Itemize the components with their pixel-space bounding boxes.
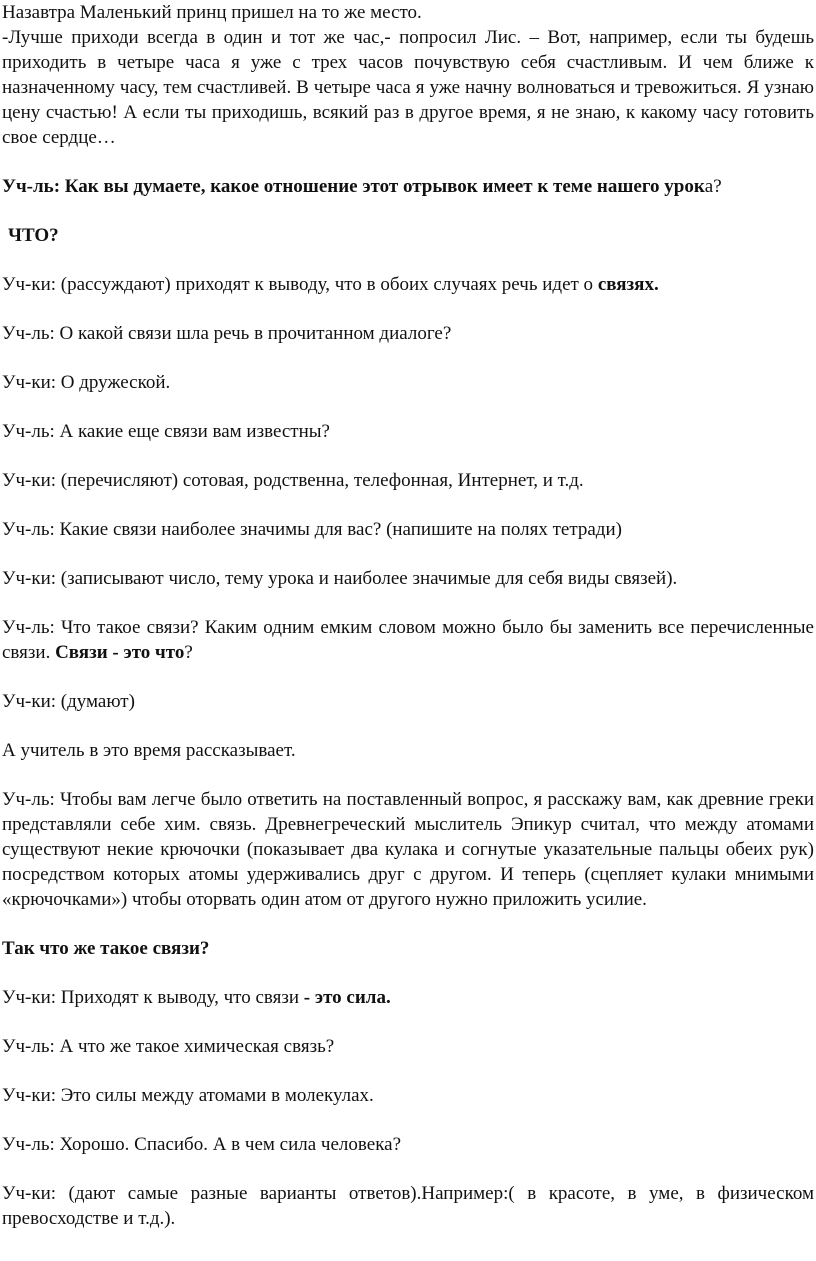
students-answer-6-bold: - это сила. bbox=[303, 987, 391, 1008]
students-answer-1-text: Уч-ки: (рассуждают) приходят к выводу, что в обоих случаях речь идет о bbox=[2, 274, 598, 295]
students-answer-8: Уч-ки: (дают самые разные варианты ответов).Например:( в красоте, в уме, в физическом превосходстве и т.д.). bbox=[2, 1183, 814, 1229]
students-answer-6 bbox=[2, 985, 814, 1010]
what-heading-text: ЧТО? bbox=[8, 225, 59, 246]
teacher-note: А учитель в это время рассказывает. bbox=[2, 740, 296, 761]
teacher-question-8: Уч-ль: Хорошо. Спасибо. А в чем сила человека? bbox=[2, 1134, 401, 1155]
students-answer-1 bbox=[2, 272, 814, 297]
teacher-question-6-bold: Так что же такое связи? bbox=[2, 938, 210, 959]
students-answer-7: Уч-ки: Это силы между атомами в молекулах. bbox=[2, 1085, 374, 1106]
students-answer-6-text: Уч-ки: Приходят к выводу, что связи bbox=[2, 987, 304, 1008]
teacher-question-5-end: ? bbox=[184, 642, 193, 663]
students-answer-4: Уч-ки: (записывают число, тему урока и наиболее значимые для себя виды связей). bbox=[2, 568, 678, 589]
teacher-question-5 bbox=[2, 615, 814, 665]
students-answer-3: Уч-ки: (перечисляют) сотовая, родственна, телефонная, Интернет, и т.д. bbox=[2, 470, 584, 491]
teacher-question-2: Уч-ль: О какой связи шла речь в прочитанном диалоге? bbox=[2, 323, 452, 344]
teacher-question-1-end: а? bbox=[704, 176, 722, 197]
teacher-question-5-text: Уч-ль: Что такое связи? Каким одним емким словом можно было бы заменить все перечисленные связи. bbox=[2, 617, 814, 663]
teacher-question-1-bold: Уч-ль: Как вы думаете, какое отношение этот отрывок имеет к теме нашего урок bbox=[2, 176, 705, 197]
teacher-story: Уч-ль: Чтобы вам легче было ответить на поставленный вопрос, я расскажу вам, как древние греки представляли себе хим. связь. Древнегреческий мыслитель Эпикур считал, что между атомами существуют некие крючочки (показывает два кулака и согнутые указательные пальцы обеих рук) посредством которых атомы удерживались друг с другом. И теперь (сцепляет кулаки мнимыми «крючочками») чтобы оторвать один атом от другого нужно приложить усилие. bbox=[2, 789, 814, 910]
teacher-question-7: Уч-ль: А что же такое химическая связь? bbox=[2, 1036, 335, 1057]
what-heading bbox=[2, 223, 814, 248]
intro-line1: Назавтра Маленький принц пришел на то же место. bbox=[2, 2, 422, 23]
students-answer-1-bold: связях. bbox=[597, 274, 659, 295]
teacher-question-5-bold: Связи - это что bbox=[55, 642, 185, 663]
students-answer-5: Уч-ки: (думают) bbox=[2, 691, 135, 712]
teacher-question-4: Уч-ль: Какие связи наиболее значимы для вас? (напишите на полях тетради) bbox=[2, 519, 622, 540]
teacher-question-3: Уч-ль: А какие еще связи вам известны? bbox=[2, 421, 330, 442]
intro-fox-quote: -Лучше приходи всегда в один и тот же час,- попросил Лис. – Вот, например, если ты будешь приходить в четыре часа я уже с трех часов почувствую себя счастливым. И чем ближе к назначенному часу, тем счастливей. В четыре часа я уже начну волноваться и тревожиться. Я узнаю цену счастью! А если ты приходишь, всякий раз в другое время, я не знаю, к какому часу готовить свое сердце… bbox=[2, 27, 814, 148]
teacher-question-6 bbox=[2, 936, 814, 961]
teacher-question-1 bbox=[2, 174, 814, 199]
students-answer-2: Уч-ки: О дружеской. bbox=[2, 372, 171, 393]
